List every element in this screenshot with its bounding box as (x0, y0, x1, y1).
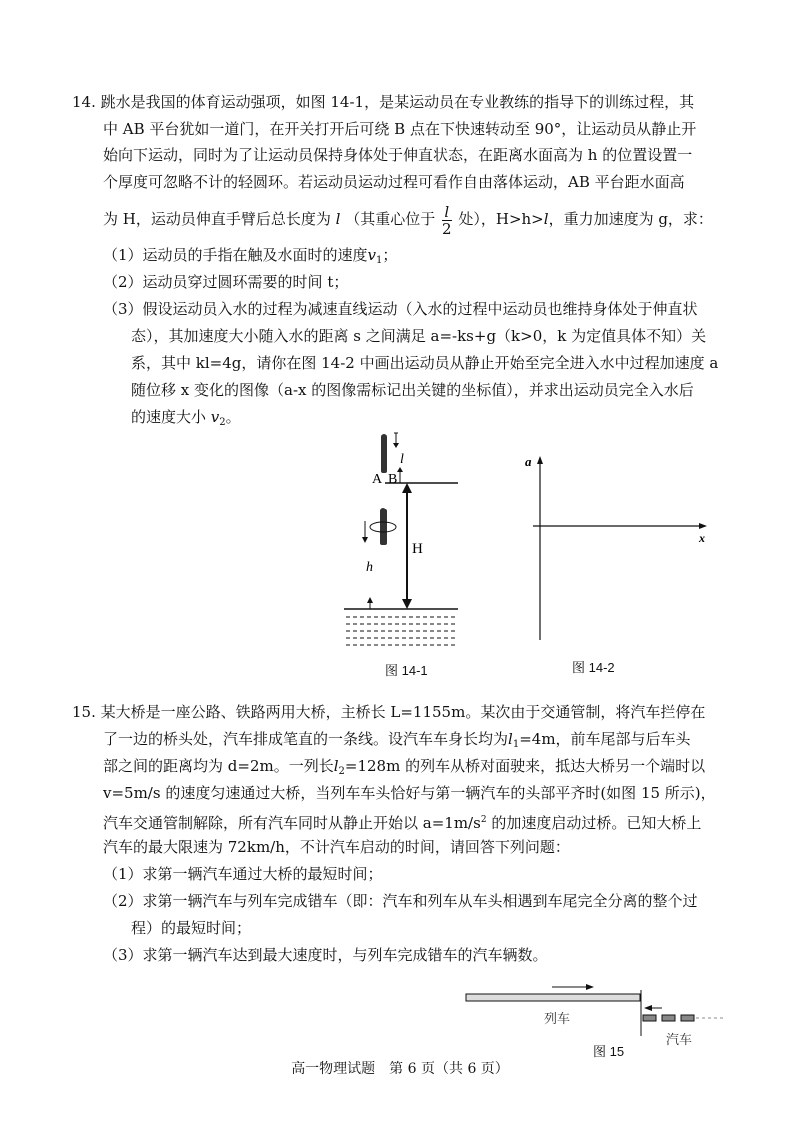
axis-label-x: x (699, 531, 705, 545)
fraction-l-over-2 (442, 204, 452, 237)
q14-line-3: 始向下运动，同时为了让运动员保持身体处于伸直状态，在距离水面高为 h 的位置设置一 (103, 146, 693, 164)
q15-part-2-line-1: （2）求第一辆汽车与列车完成错车（即：汽车和列车从车头相遇到车尾完全分离的整个过 (103, 892, 698, 910)
q14-line-5-b: （其重心位于 (345, 210, 436, 228)
label-car: 汽车 (666, 1032, 693, 1047)
q15-line-3 (103, 756, 705, 782)
q14-part-3-line-4: 随位移 x 变化的图像（a-x 的图像需标记出关键的坐标值），并求出运动员完全入水后 (131, 381, 694, 399)
q15-line-5-end: 的加速度启动过桥。已知大桥上 (486, 814, 702, 832)
subscript-2: 2 (219, 417, 226, 428)
label-train: 列车 (544, 1011, 571, 1026)
q14-part-3-line-5 (131, 407, 241, 433)
q14-line-4: 个厚度可忽略不计的轻圆环。若运动员运动过程可看作自由落体运动，AB 平台距水面高 (103, 173, 685, 191)
q15-line-2-end: =4m，前车尾部与后车头 (519, 730, 691, 748)
symbol-l1: l (508, 730, 513, 748)
q14-part-1 (103, 245, 397, 271)
q14-part-3-line-1: （3）假设运动员入水的过程为减速直线运动（入水的过程中运动员也维持身体处于伸直状 (103, 300, 698, 318)
q15-line-2-text: 了一边的桥头处，汽车排成笔直的一条线。设汽车车身长均为 (103, 730, 509, 748)
fraction-denominator: 2 (442, 219, 452, 238)
q15-part-3: （3）求第一辆汽车达到最大速度时，与列车完成错车的汽车辆数。 (103, 946, 548, 964)
symbol-l2: l (333, 757, 339, 775)
q14-line-1: 14. 跳水是我国的体育运动强项，如图 14-1，是某运动员在专业教练的指导下的训练过程，其 (72, 93, 695, 111)
q14-part-2: （2）运动员穿过圆环需要的时间 t； (103, 273, 349, 291)
q15-part-2-line-2: 程）的最短时间； (131, 919, 252, 937)
figure-14-1-caption: 图 14-1 (385, 663, 428, 678)
q14-part-3-line-3: 系，其中 kl=4g，请你在图 14-2 中画出运动员从静止开始至完全进入水中过程加速度 a (131, 354, 719, 372)
page-footer: 高一物理试题 第 6 页（共 6 页） (291, 1061, 509, 1077)
symbol-l-2: l (543, 210, 549, 228)
figure-14-1 (330, 425, 470, 655)
symbol-v2: v (210, 408, 220, 426)
q15-line-2 (103, 729, 691, 755)
q15-part-1: （1）求第一辆汽车通过大桥的最短时间； (103, 865, 383, 883)
q14-part-3-line-5-end: 。 (225, 408, 241, 426)
q15-line-5 (103, 810, 701, 833)
q14-line-5 (103, 202, 713, 237)
label-h-upper: H (412, 541, 423, 557)
subscript-l2: 2 (338, 766, 345, 777)
figure-14-2-caption: 图 14-2 (572, 660, 615, 675)
q15-line-3-text: 部之间的距离均为 d=2m。一列长 (103, 757, 334, 775)
q14-line-5-a: 为 H，运动员伸直手臂后总长度为 (103, 210, 331, 228)
q14-line-5-c: 处），H>h> (458, 210, 544, 228)
q14-line-2: 中 AB 平台犹如一道门，在开关打开后可绕 B 点在下快速转动至 90°，让运动员从静止开 (103, 120, 697, 138)
q14-part-3-line-5-text: 的速度大小 (131, 408, 207, 426)
label-b: B (388, 472, 398, 487)
q15-line-6: 汽车的最大限速为 72km/h，不计汽车启动的时间，请回答下列问题： (103, 838, 570, 856)
symbol-v: v (367, 246, 377, 264)
label-a: A (372, 472, 383, 487)
q15-line-3-end: =128m 的列车从桥对面驶来，抵达大桥另一个端时以 (344, 757, 706, 775)
q14-line-5-d: ，重力加速度为 g，求： (548, 210, 713, 228)
superscript-2: 2 (480, 815, 487, 825)
q15-line-5-text: 汽车交通管制解除，所有汽车同时从静止开始以 a=1m/s (103, 814, 481, 832)
subscript-l1: 1 (512, 739, 520, 750)
label-h-lower: h (366, 560, 373, 575)
fraction-numerator: l (442, 204, 452, 221)
label-l: l (400, 452, 404, 467)
q15-line-1: 15. 某大桥是一座公路、铁路两用大桥，主桥长 L=1155m。某次由于交通管制，将汽车拦停在 (72, 703, 706, 721)
q15-line-4: v=5m/s 的速度匀速通过大桥，当列车车头恰好与第一辆汽车的头部平齐时(如图 15 所示)， (103, 784, 716, 802)
q14-part-1-end: ； (382, 246, 398, 264)
figure-14-2 (515, 450, 715, 650)
subscript-1: 1 (376, 255, 383, 266)
q14-part-3-line-2: 态），其加速度大小随入水的距离 s 之间满足 a=-ks+g（k>0，k 为定值具体不知）关 (131, 327, 707, 345)
q14-part-1-text: （1）运动员的手指在触及水面时的速度 (103, 246, 368, 264)
figure-15-caption: 图 15 (593, 1044, 625, 1059)
axis-label-a: a (525, 454, 532, 469)
symbol-l: l (335, 210, 341, 228)
